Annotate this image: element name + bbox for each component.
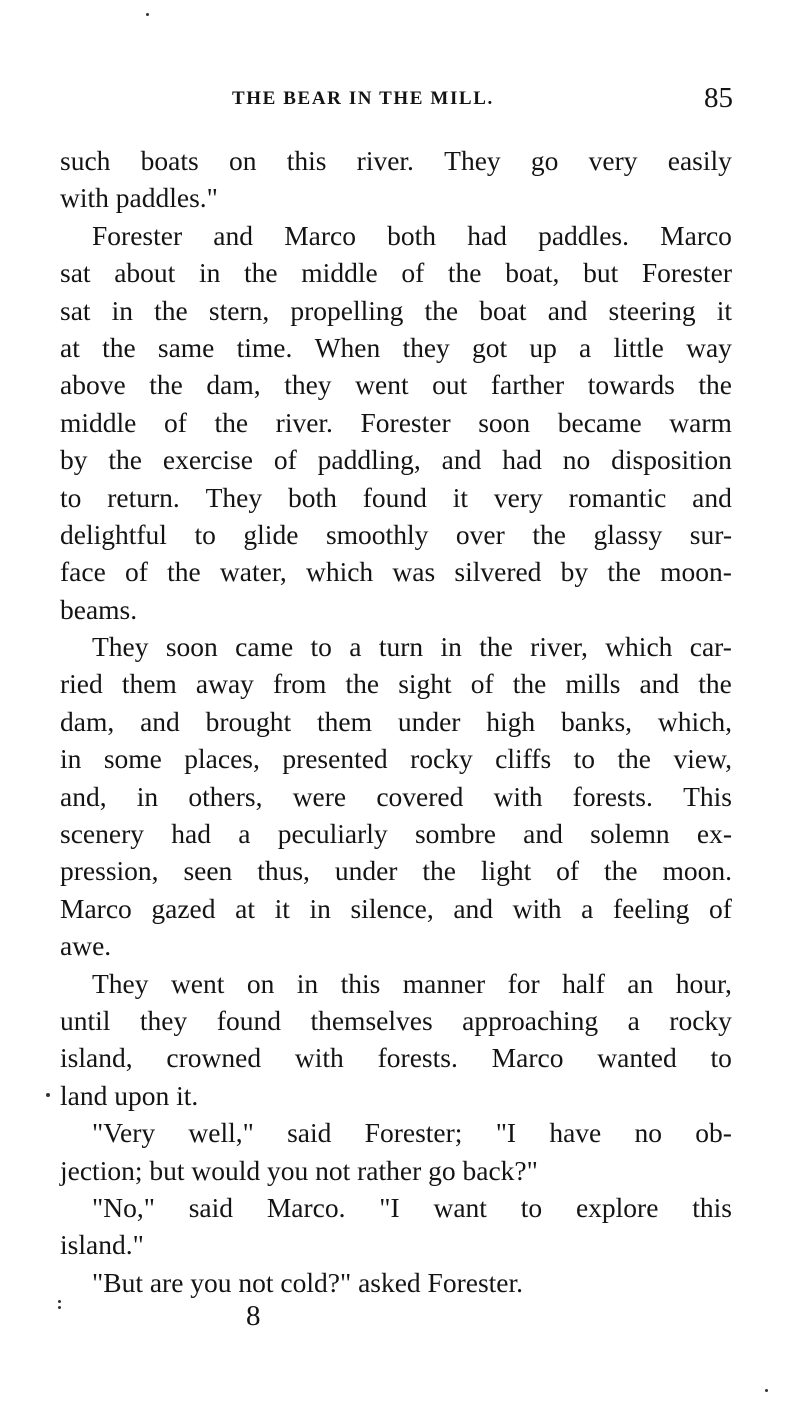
text-line: with paddles."	[60, 182, 218, 214]
scan-speck	[146, 13, 149, 16]
running-header	[0, 82, 797, 118]
scan-speck	[765, 1389, 768, 1392]
text-line: sat about in the middle of the boat, but Forester	[60, 257, 732, 289]
text-line: island."	[60, 1229, 144, 1261]
text-line: awe.	[60, 930, 112, 962]
text-line: island, crowned with forests. Marco wanted to	[60, 1042, 732, 1074]
text-line: to return. They both found it very romantic and	[60, 481, 732, 513]
text-line: Forester and Marco both had paddles. Marco	[92, 219, 732, 251]
text-line: They went on in this manner for half an hour,	[92, 967, 732, 999]
text-line: sat in the stern, propelling the boat and steering it	[60, 294, 732, 326]
text-line: and, in others, were covered with forests. This	[60, 780, 732, 812]
text-line: by the exercise of paddling, and had no disposition	[60, 444, 732, 476]
text-line: "Very well," said Forester; "I have no ob-	[92, 1117, 732, 1149]
text-line: land upon it.	[60, 1079, 199, 1111]
signature-mark: 8	[246, 1300, 261, 1332]
text-line: ried them away from the sight of the mills and the	[60, 668, 732, 700]
scan-speck	[58, 1306, 61, 1309]
text-line: at the same time. When they got up a little way	[60, 331, 732, 363]
text-line: such boats on this river. They go very easily	[60, 145, 732, 176]
body-text	[60, 142, 732, 1301]
text-line: scenery had a peculiarly sombre and solemn ex-	[60, 818, 732, 850]
text-line: They soon came to a turn in the river, which car-	[92, 631, 732, 663]
page-number: 85	[704, 82, 733, 114]
scan-speck	[46, 1093, 50, 1097]
text-line: delightful to glide smoothly over the glassy sur-	[60, 518, 732, 550]
text-line: Marco gazed at it in silence, and with a feeling of	[60, 892, 732, 924]
text-line: "No," said Marco. "I want to explore this	[92, 1191, 732, 1223]
text-line: pression, seen thus, under the light of the moon.	[60, 855, 732, 887]
running-title: THE BEAR IN THE MILL.	[232, 88, 494, 109]
text-line: face of the water, which was silvered by the moon-	[60, 556, 732, 588]
text-line: until they found themselves approaching a rocky	[60, 1004, 732, 1036]
text-line: middle of the river. Forester soon became warm	[60, 406, 732, 438]
text-line: above the dam, they went out farther towards the	[60, 369, 732, 401]
text-line: in some places, presented rocky cliffs to the view,	[60, 743, 732, 775]
text-line: beams.	[60, 593, 138, 625]
text-line: jection; but would you not rather go back?"	[60, 1154, 538, 1186]
scan-speck	[58, 1300, 61, 1303]
text-line: dam, and brought them under high banks, which,	[60, 705, 732, 737]
text-line: "But are you not cold?" asked Forester.	[92, 1266, 524, 1298]
